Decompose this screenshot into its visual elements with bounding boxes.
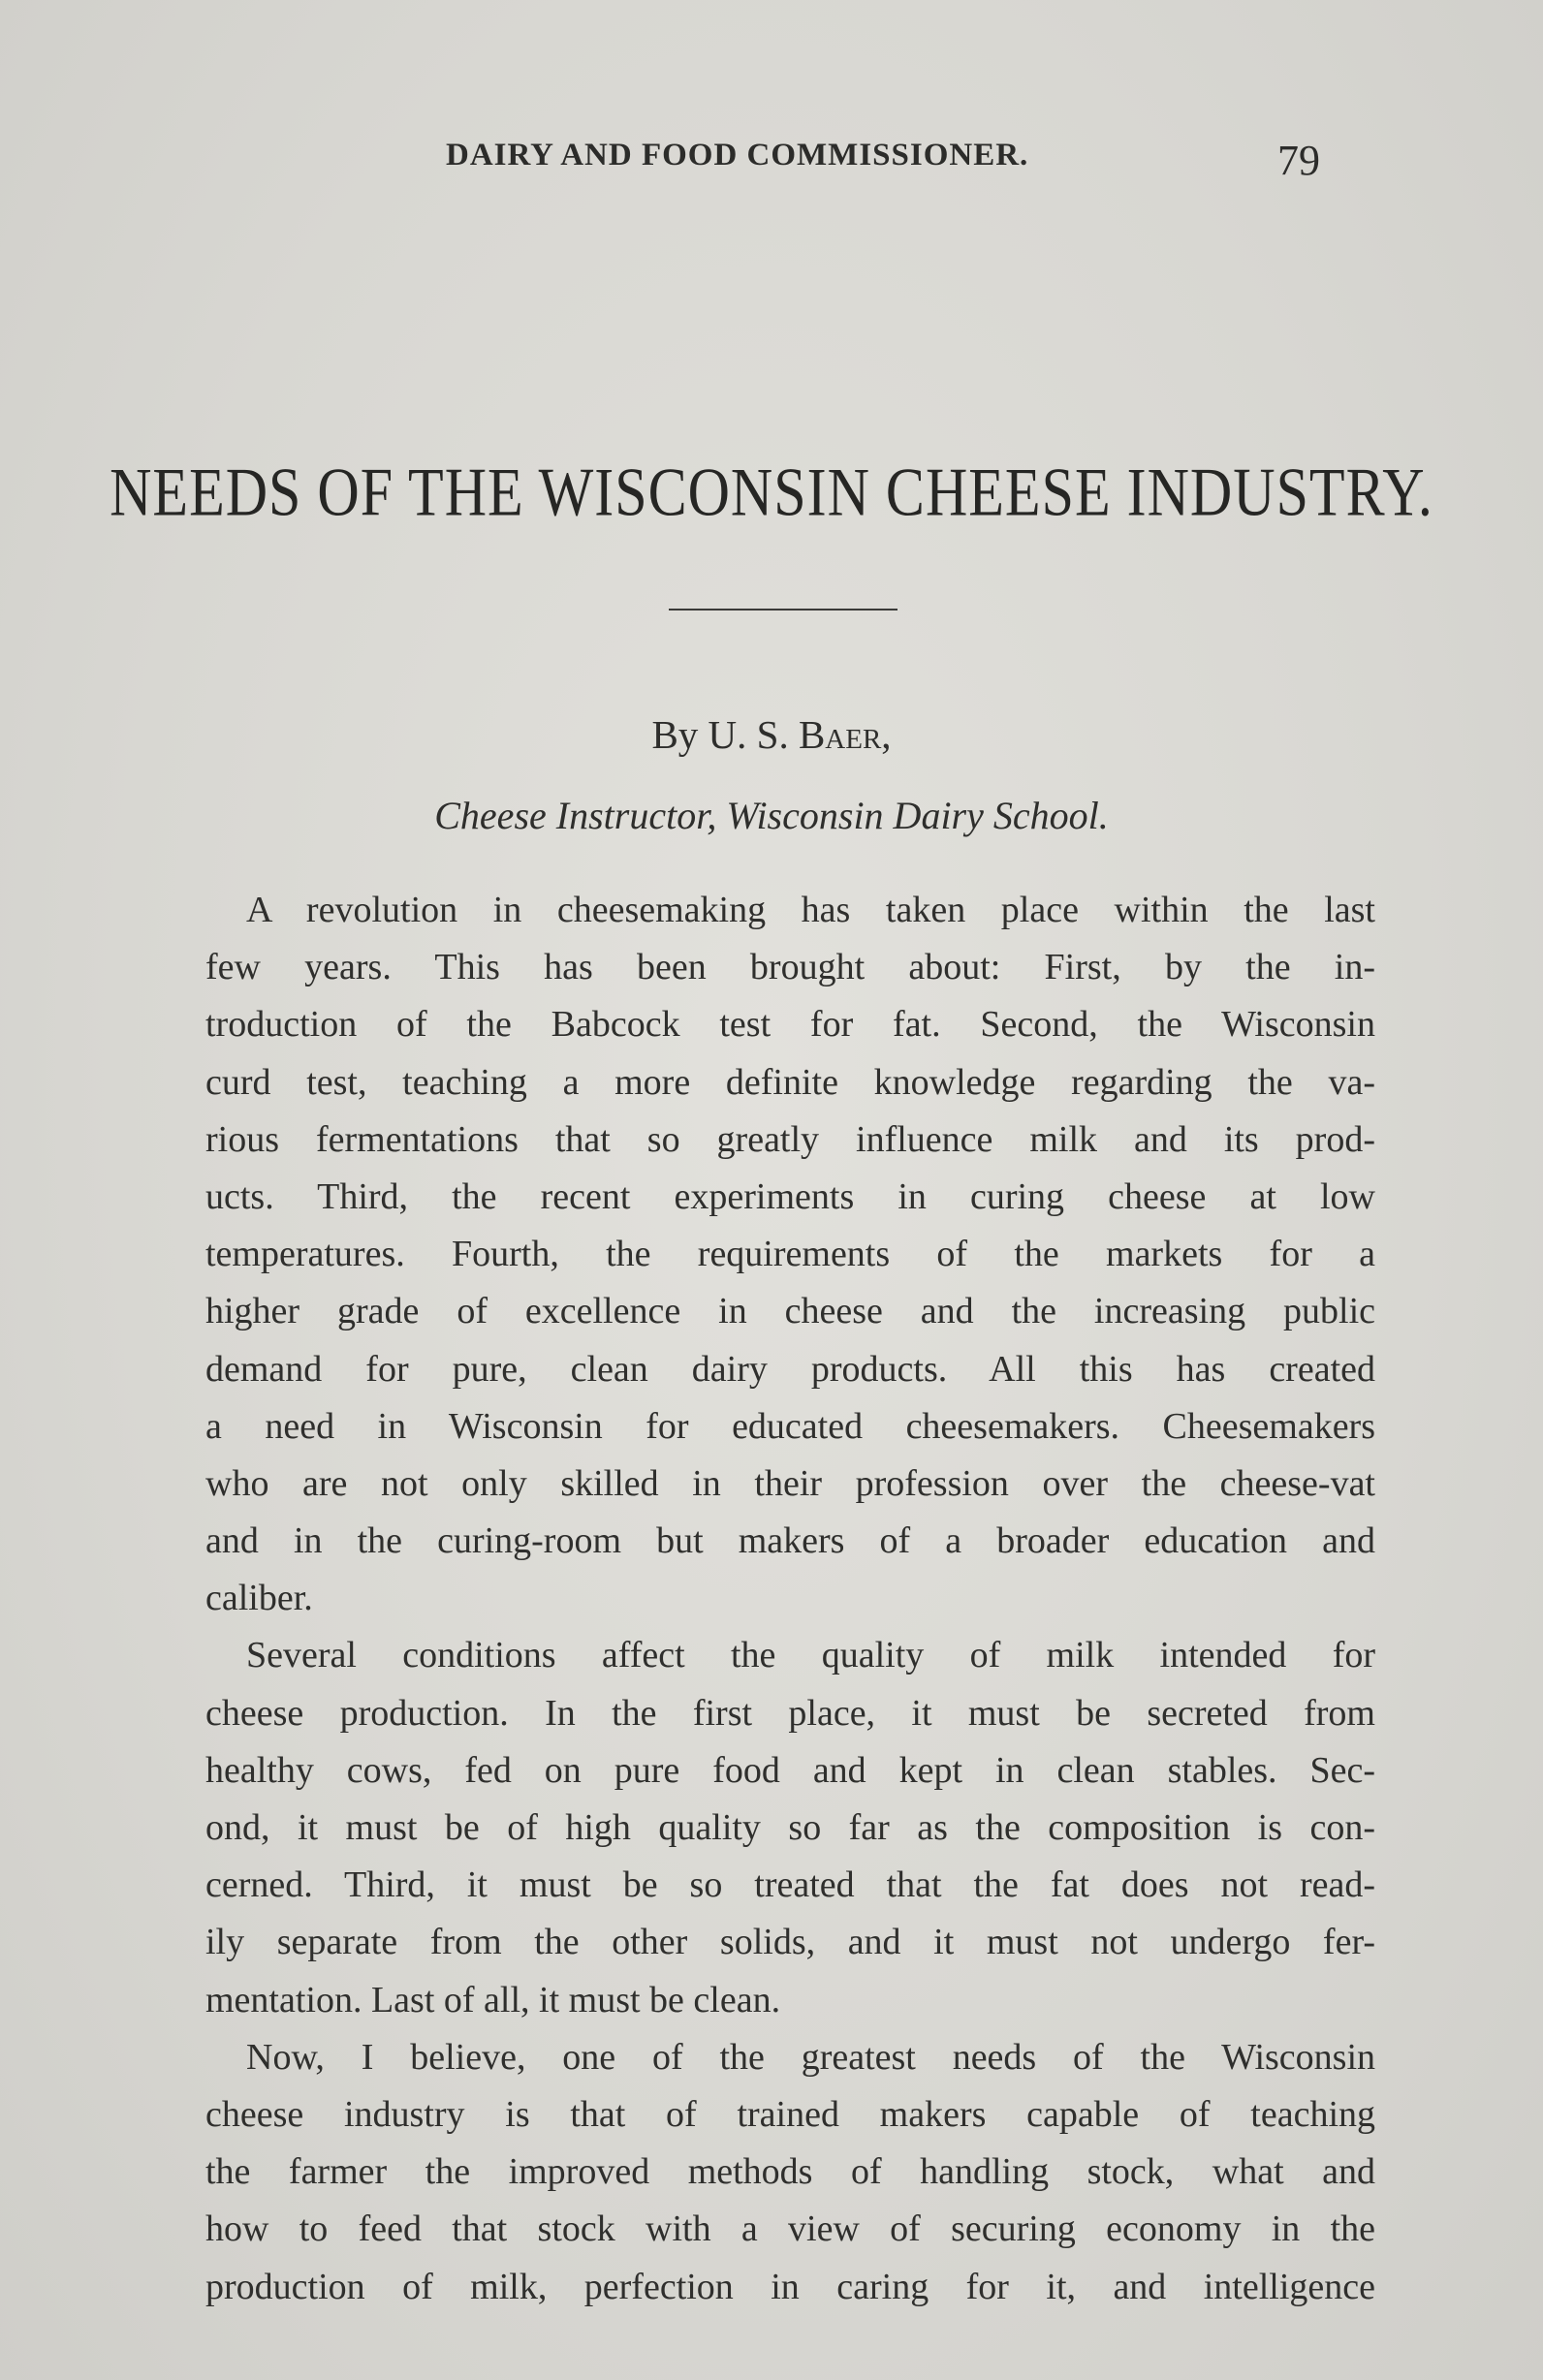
text-line: ucts. Third, the recent experiments in curing cheese at low xyxy=(205,1175,1375,1217)
paragraph-2 xyxy=(205,1627,1375,2028)
byline xyxy=(0,711,1543,758)
text-line: production of milk, perfection in caring for it, and intelligence xyxy=(205,2266,1375,2307)
text-line: ond, it must be of high quality so far as the composition is con- xyxy=(205,1807,1375,1848)
text-line: temperatures. Fourth, the requirements of the markets for a xyxy=(205,1234,1375,1275)
title-divider xyxy=(669,609,897,611)
text-line: higher grade of excellence in cheese and the increasing public xyxy=(205,1291,1375,1332)
text-line: troduction of the Babcock test for fat. Second, the Wisconsin xyxy=(205,1004,1375,1046)
text-line: who are not only skilled in their profession over the cheese-vat xyxy=(205,1462,1375,1504)
text-line: A revolution in cheesemaking has taken place within the last xyxy=(246,890,1375,930)
paragraph-1 xyxy=(205,882,1375,1627)
text-line: ily separate from the other solids, and it must not undergo fer- xyxy=(205,1922,1375,1963)
text-line: the farmer the improved methods of handling stock, what and xyxy=(205,2151,1375,2193)
article-title: NEEDS OF THE WISCONSIN CHEESE INDUSTRY. xyxy=(110,454,1433,531)
text-line: few years. This has been brought about: First, by the in- xyxy=(205,947,1375,988)
text-line: healthy cows, fed on pure food and kept in clean stables. Sec- xyxy=(205,1749,1375,1791)
text-line: curd test, teaching a more definite knowledge regarding the va- xyxy=(205,1061,1375,1103)
text-line: cheese production. In the first place, it must be secreted from xyxy=(205,1692,1375,1734)
author-affiliation: Cheese Instructor, Wisconsin Dairy School. xyxy=(434,794,1109,837)
text-line: demand for pure, clean dairy products. All this has created xyxy=(205,1348,1375,1390)
text-line: how to feed that stock with a view of securing economy in the xyxy=(205,2208,1375,2250)
running-head xyxy=(0,138,1543,186)
text-line: Several conditions affect the quality of milk intended for xyxy=(246,1635,1375,1676)
text-line: caliber. xyxy=(205,1578,313,1619)
page-number: 79 xyxy=(1277,137,1320,184)
text-line: cheese industry is that of trained makers capable of teaching xyxy=(205,2093,1375,2135)
text-line: Now, I believe, one of the greatest needs of the Wisconsin xyxy=(246,2036,1375,2078)
text-line: cerned. Third, it must be so treated that the fat does not read- xyxy=(205,1864,1375,1906)
byline-prefix: By U. S. xyxy=(651,712,789,757)
text-line: a need in Wisconsin for educated cheesemakers. Cheesemakers xyxy=(205,1405,1375,1447)
text-line: rious fermentations that so greatly influence milk and its prod- xyxy=(205,1118,1375,1160)
author-name: Baer, xyxy=(798,712,892,757)
running-head-title: DAIRY AND FOOD COMMISSIONER. xyxy=(446,138,1029,172)
text-line: mentation. Last of all, it must be clean. xyxy=(205,1979,781,2020)
paragraph-3 xyxy=(205,2029,1375,2316)
article-body xyxy=(205,882,1375,2316)
text-line: and in the curing-room but makers of a broader education and xyxy=(205,1520,1375,1562)
